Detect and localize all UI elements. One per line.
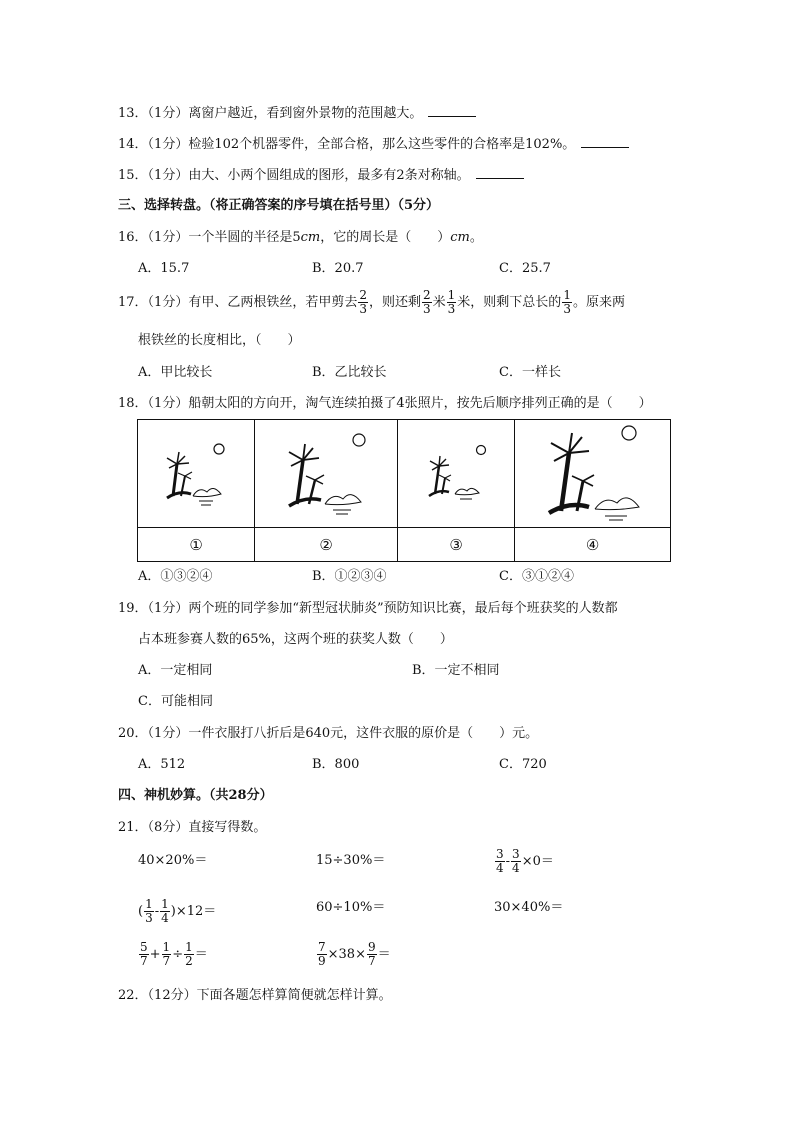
question-20 [118, 725, 538, 743]
question-text: 离窗户越近，看到窗外景物的范围越大。 [188, 106, 423, 121]
question-number: 14． [118, 137, 148, 152]
unit-cm: cm [300, 230, 321, 245]
option-b[interactable]: B．①②③④ [312, 569, 387, 584]
expression-2: 15÷30%＝ [316, 853, 386, 868]
expression-4: ( $\frac{1}{3}$ - $\frac{1}{4}$ )×12＝ [138, 897, 217, 925]
question-19 [118, 600, 618, 618]
answer-blank[interactable] [428, 104, 476, 117]
question-text: 一个半圆的半径是5 [188, 230, 301, 245]
island-scene-smallest [411, 436, 501, 511]
question-number: 16． [118, 230, 148, 245]
option-a[interactable]: A．512 [138, 757, 186, 772]
option-b[interactable]: B．20.7 [312, 261, 364, 276]
option-b[interactable]: B．乙比较长 [312, 365, 387, 380]
photo-4 [515, 420, 671, 528]
answer-blank[interactable] [581, 135, 629, 148]
question-number: 18． [118, 396, 148, 411]
question-text: 由大、小两个圆组成的图形，最多有2条对称轴。 [188, 168, 470, 183]
expression-3: $\frac{3}{4}$ - $\frac{3}{4}$ ×0＝ [496, 847, 554, 875]
question-18 [118, 395, 652, 413]
fraction: $\frac{2}{3}$ [359, 288, 367, 316]
question-score: （1分） [147, 168, 189, 183]
section-3-title: 三、选择转盘。（将正确答案的序号填在括号里）（5分） [118, 198, 440, 213]
answer-blank[interactable] [476, 166, 524, 179]
island-scene-large [533, 421, 653, 526]
option-c[interactable]: C．③①②④ [499, 569, 574, 584]
option-a[interactable]: A．一定相同 [138, 663, 213, 678]
option-b[interactable]: B．800 [312, 757, 360, 772]
option-a[interactable]: A．①③②④ [138, 569, 213, 584]
question-number: 21． [118, 820, 148, 835]
question-score: （1分） [147, 726, 189, 741]
option-a[interactable]: A．15.7 [138, 261, 190, 276]
option-a[interactable]: A．甲比较长 [138, 365, 213, 380]
question-17: 17．（1分）有甲、乙两根铁丝，若甲剪去 $\frac{2}{3}$ ，则还剩 $\frac{2}{3}$ 米 $\frac{1}{3}$ 米，则剩下总长的 $\frac{1}{3}$ 。原来两 [118, 288, 625, 316]
section-4-title: 四、神机妙算。（共28分） [118, 788, 273, 803]
option-b[interactable]: B．一定不相同 [412, 663, 500, 678]
fraction: $\frac{1}{3}$ [447, 288, 456, 316]
expression-8: $\frac{7}{9}$ ×38× $\frac{9}{7}$ ＝ [318, 940, 391, 968]
photo-label-3: ③ [398, 528, 515, 562]
question-number: 17． [118, 295, 148, 310]
option-c[interactable]: C．可能相同 [138, 694, 213, 709]
question-text: 两个班的同学参加“新型冠状肺炎”预防知识比赛，最后每个班获奖的人数都 [188, 601, 618, 616]
photo-label-1: ① [138, 528, 255, 562]
expression-5: 60÷10%＝ [316, 900, 386, 915]
question-text: 检验102个机器零件，全部合格，那么这些零件的合格率是102%。 [188, 137, 576, 152]
question-22 [118, 987, 392, 1005]
island-scene-small [151, 434, 241, 514]
question-text: 船朝太阳的方向开，淘气连续拍摄了4张照片，按先后顺序排列正确的是（ ） [188, 396, 652, 411]
question-13 [118, 104, 476, 123]
question-score: （1分） [147, 106, 189, 121]
question-score: （8分） [147, 820, 189, 835]
question-text: 一件衣服打八折后是640元，这件衣服的原价是（ ）元。 [188, 726, 539, 741]
question-score: （1分） [147, 601, 189, 616]
question-text: ，它的周长是（ ） [320, 230, 451, 245]
option-c[interactable]: C．720 [499, 757, 547, 772]
question-text: 下面各题怎样算简便就怎样计算。 [196, 988, 392, 1003]
expression-7: $\frac{5}{7}$ + $\frac{1}{7}$ ÷ $\frac{1}{2}$ ＝ [140, 940, 208, 968]
option-c[interactable]: C．一样长 [499, 365, 561, 380]
photo-1 [138, 420, 255, 528]
question-text: 直接写得数。 [188, 820, 267, 835]
photo-table [137, 419, 671, 562]
question-21 [118, 819, 266, 837]
expression-1: 40×20%＝ [138, 853, 208, 868]
fraction: $\frac{1}{3}$ [563, 288, 571, 316]
option-c[interactable]: C．25.7 [499, 261, 551, 276]
question-number: 22． [118, 988, 148, 1003]
question-17-line2: 根铁丝的长度相比，（ ） [138, 333, 301, 348]
question-number: 15． [118, 168, 148, 183]
question-14 [118, 135, 629, 154]
question-15 [118, 166, 524, 185]
question-number: 13． [118, 106, 148, 121]
question-score: （1分） [147, 396, 189, 411]
photo-3 [398, 420, 515, 528]
fraction: $\frac{2}{3}$ [423, 288, 431, 316]
question-16: 16．（1分）一个半圆的半径是5cm，它的周长是（ ）cm。 [118, 230, 483, 245]
question-score: （1分） [147, 137, 189, 152]
expression-6: 30×40%＝ [494, 900, 564, 915]
question-score: （12分） [147, 988, 197, 1003]
island-scene-medium [271, 426, 381, 521]
unit-cm: cm [450, 230, 470, 245]
photo-label-2: ② [255, 528, 398, 562]
question-19-line2: 占本班参赛人数的65%，这两个班的获奖人数（ ） [138, 632, 453, 647]
photo-2 [255, 420, 398, 528]
question-score: （1分） [147, 295, 189, 310]
photo-label-4: ④ [515, 528, 671, 562]
question-number: 19． [118, 601, 148, 616]
question-score: （1分） [147, 230, 189, 245]
question-number: 20． [118, 726, 148, 741]
